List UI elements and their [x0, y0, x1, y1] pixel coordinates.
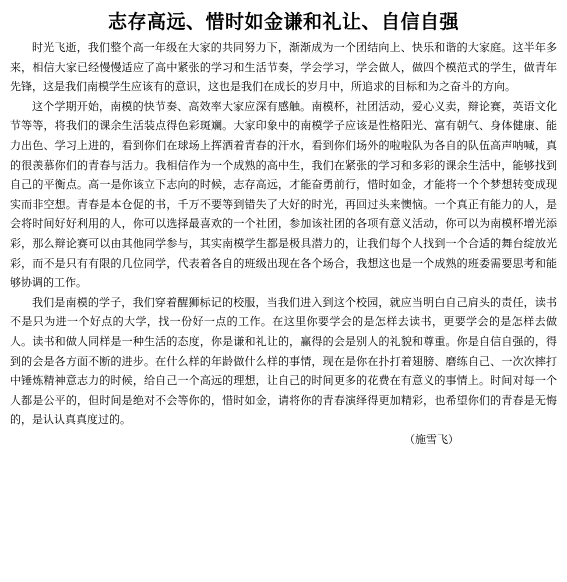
paragraph-3: 我们是南模的学子，我们穿着醒狮标记的校服，当我们进入到这个校园，就应当明白自己肩头的责任，读书不是只为进一个好点的大学，找一份好一点的工作。在这里你要学会的是怎样去读书，更要学会的是怎样去做人。读书和做人同样是一种生活的态度，你是谦和礼让的，赢得的会是别人的礼貌和尊重。你是自信自强的，得到的会是各方面不断的进步。在什么样的年龄做什么样的事情，现在是你在扑打着翅膀、磨练自己、一次次摔打中锤炼精神意志力的时候，给自己一个高远的理想，让自己的时间更多的花费在有意义的事情上。时间对每一个人都是公平的，但时间是绝对不会等你的，惜时如金，请将你的青春演绎得更加精彩，也希望你们的青春是无悔的，是认认真真度过的。	[10, 295, 557, 427]
paragraph-1: 时光飞逝，我们整个高一年级在大家的共同努力下，渐渐成为一个团结向上、快乐和谐的大家庭。这半年多来，相信大家已经慢慢适应了高中紧张的学习和生活节奏，学会学习，学会做人，做四个模范式的学生，做青年先锋，这是我们南模学生应该有的意识，这也是我们在成长的岁月中，所追求的目标和为之奋斗的方向。	[10, 41, 557, 94]
paragraph-2: 这个学期开始，南模的快节奏、高效率大家应深有感触。南模杯，社团活动，爱心义卖，辩论赛，英语文化节等等，将我们的课余生活装点得色彩斑斓。大家印象中的南模学子应该是性格阳光、富有朝气、身体健康、能力出色、学习上进的，看到你们在球场上挥洒着青春的汗水，看到你们场外的啦啦队为各自的队伍高声呐喊，真的很羡慕你们的青春与活力。我相信作为一个成熟的高中生，我们在紧张的学习和多彩的课余生活中，能够找到自己的平衡点。高一是你该立下志向的时候，志存高远，才能奋勇前行，惜时如金，才能将一个个梦想转变成现实而非空想。青春是本仓促的书，千万不要等到错失了大好的时光，再回过头来懊恼。一个真正有能力的人，是会将时间好好利用的人，你可以选择最喜欢的一个社团，参加该社团的各项有意义活动，你可以为南模杯增光添彩，那么辩论赛可以由其他同学参与，其实南模学生都是极具潜力的，让我们每个人找到一个合适的舞台绽放光彩，而不是只有有限的几位同学，代表着各自的班级出现在各个场合，我想这也是一个成熟的班委需要思考和能够协调的工作。	[10, 99, 557, 290]
author-signature: （施雪飞）	[404, 432, 459, 446]
document-title: 志存高远、惜时如金谦和礼让、自信自强	[107, 11, 459, 33]
